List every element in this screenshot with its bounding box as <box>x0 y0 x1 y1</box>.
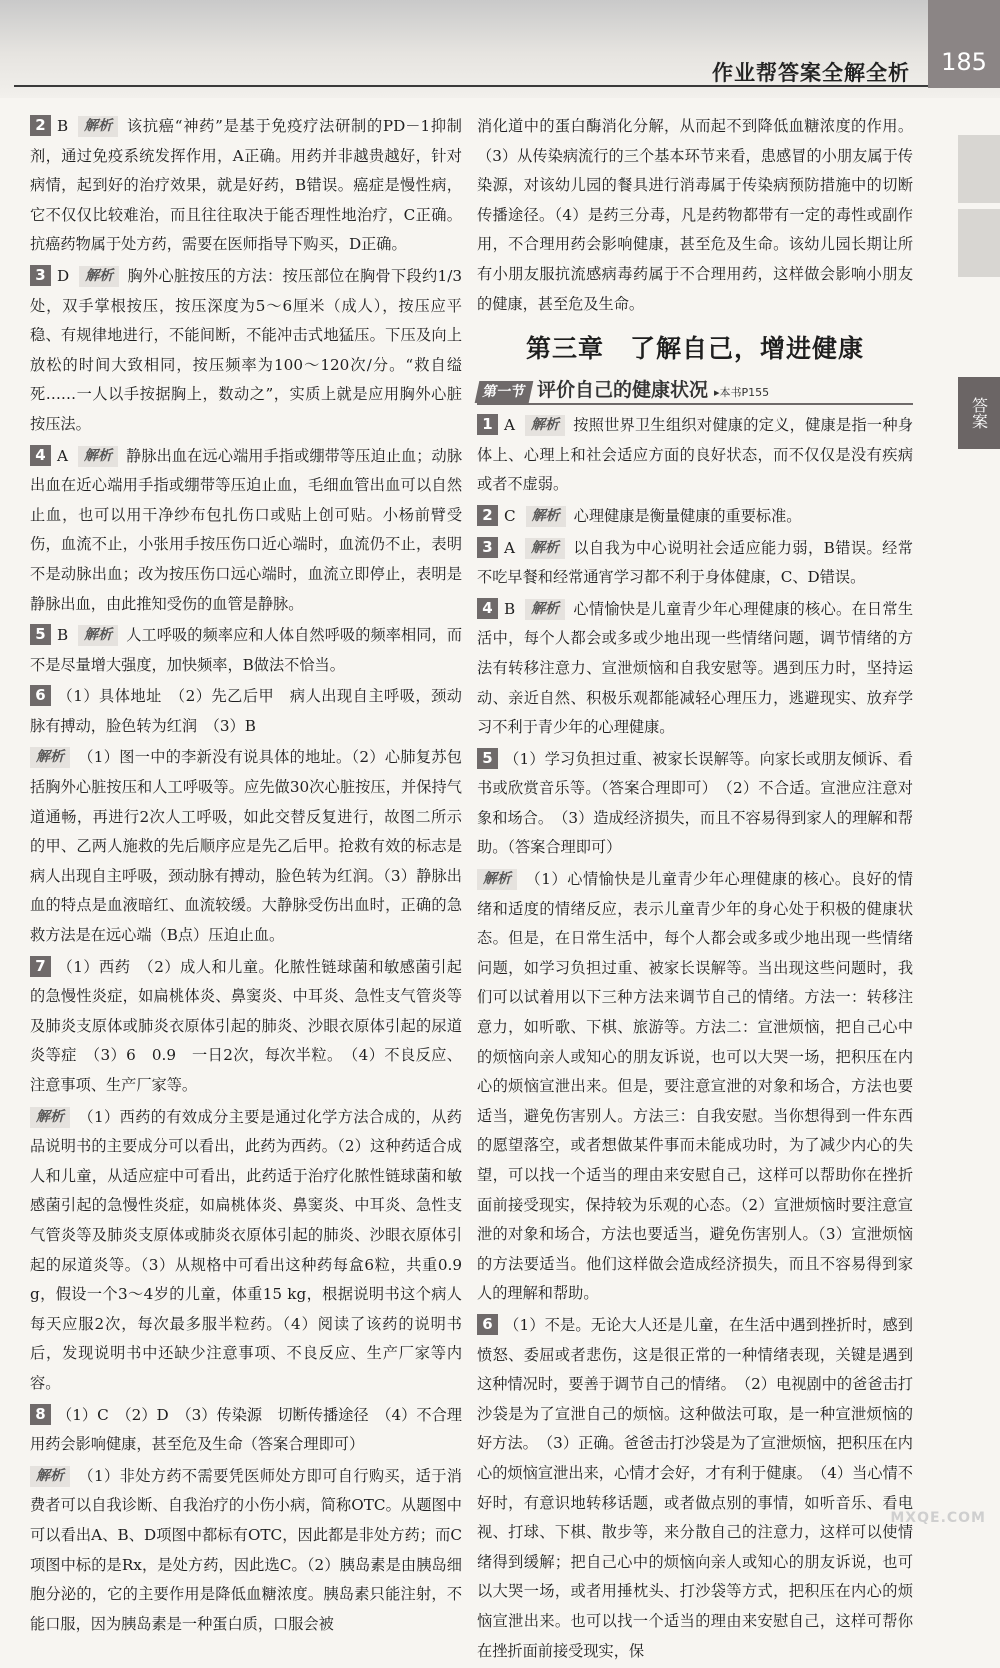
answer-block <box>30 1401 462 1460</box>
answer-block <box>477 502 913 532</box>
question-number: 5 <box>477 748 498 769</box>
answer-block <box>477 1311 913 1666</box>
page-number: 185 <box>928 0 1000 88</box>
question-number: 4 <box>477 598 498 619</box>
answer-choice: A <box>504 416 515 435</box>
header-title: 作业帮答案全解全析 <box>712 61 910 85</box>
question-number: 4 <box>30 445 51 466</box>
answer-block <box>30 743 462 950</box>
answer-choice: D <box>57 266 70 285</box>
section-page-ref: ▸本书P155 <box>714 386 770 400</box>
side-tab-blank-2 <box>958 209 1000 277</box>
side-tab-blank-1 <box>958 135 1000 203</box>
question-number: 3 <box>477 537 498 558</box>
answer-text: 人工呼吸的频率应和人体自然呼吸的频率相同，而不是尽量增大强度，加快频率，B做法不恰当。 <box>30 626 462 674</box>
analysis-tag: 解析 <box>526 506 566 527</box>
chapter-title: 第三章 了解自己，增进健康 <box>525 334 864 364</box>
answer-text: 以自我为中心说明社会适应能力弱，B错误。经常不吃早餐和经常通宵学习都不利于身体健康，C、D错误。 <box>477 538 913 587</box>
question-number: 2 <box>30 115 51 136</box>
watermark-logo: MXQE.COM <box>890 1510 986 1526</box>
analysis-tag: 解析 <box>30 1466 70 1487</box>
analysis-tag: 解析 <box>477 869 517 890</box>
answer-block <box>30 262 462 440</box>
answer-text: 心情愉快是儿童青少年心理健康的核心。在日常生活中，每个人都会或多或少地出现一些情绪问题，调节情绪的方法有转移注意力、宣泄烦恼和自我安慰等。遇到压力时，坚持运动、亲近自然、积极乐观都能减轻心理压力，逃避现实、放弃学习不利于青少年的心理健康。 <box>477 599 913 737</box>
analysis-tag: 解析 <box>79 266 119 287</box>
answer-choice: A <box>504 538 515 557</box>
analysis-tag: 解析 <box>525 415 565 436</box>
answer-block <box>30 112 462 260</box>
answer-text: （1）西药 （2）成人和儿童。化脓性链球菌和敏感菌引起的急慢性炎症，如扁桃体炎、鼻窦炎、中耳炎、急性支气管炎等及肺炎支原体或肺炎衣原体引起的肺炎、沙眼衣原体引起的尿道炎等症 （3）6 0.9 一日2次，每次半粒。 （4）不良反应、注意事项、生产厂家等。 <box>30 957 462 1094</box>
answer-choice: B <box>57 626 69 645</box>
question-number: 8 <box>30 1404 51 1425</box>
answer-text: 胸外心脏按压的方法：按压部位在胸骨下段约1/3处，双手掌根按压，按压深度为5～6厘米（成人），按压应平稳、有规律地进行，不能间断，不能冲击式地猛压。下压及向上放松的时间大致相同，按压频率为100～120次/分。“救自缢死……一人以手按据胸上，数动之”，实质上就是应用胸外心脏按压法。 <box>30 266 462 433</box>
answer-block <box>30 1103 462 1399</box>
answer-choice: C <box>504 506 516 525</box>
analysis-tag: 解析 <box>30 1107 70 1128</box>
right-column <box>477 112 913 1668</box>
analysis-tag: 解析 <box>78 446 118 467</box>
answer-choice: A <box>57 446 68 465</box>
answer-choice: B <box>57 117 69 135</box>
answer-block <box>30 953 462 1101</box>
answer-block <box>477 745 913 863</box>
answer-text: （1）非处方药不需要凭医师处方即可自行购买，适于消费者可以自我诊断、自我治疗的小伤小病，简称OTC。从题图中可以看出A、B、D项图中都标有OTC，因此都是非处方药；而C项图中标的是Rx，是处方药，因此选C。（2）胰岛素是由胰岛细胞分泌的，它的主要作用是降低血糖浓度。胰岛素只能注射，不能口服，因为胰岛素是一种蛋白质，口服会被 <box>30 1466 462 1633</box>
section-title: 评价自己的健康状况 <box>537 379 709 402</box>
answer-block <box>30 442 462 620</box>
answer-block <box>30 1462 462 1640</box>
answer-block <box>477 595 913 743</box>
answer-block <box>30 621 462 680</box>
analysis-tag: 解析 <box>525 599 565 620</box>
answer-block <box>477 534 913 593</box>
analysis-tag: 解析 <box>30 747 70 768</box>
answer-text: 静脉出血在远心端用手指或绷带等压迫止血；动脉出血在近心端用手指或绷带等压迫止血，毛细血管出血可以自然止血，也可以用干净纱布包扎伤口或贴上创可贴。小杨前臂受伤，血流不止，小张用手按压伤口近心端时，血流仍不止，表明不是动脉出血；改为按压伤口远心端时，血流立即停止，表明是静脉出血，由此推知受伤的血管是静脉。 <box>30 446 462 613</box>
question-number: 2 <box>477 505 498 526</box>
answer-text: （1）西药的有效成分主要是通过化学方法合成的，从药品说明书的主要成分可以看出，此药为西药。（2）这种药适合成人和儿童，从适应症中可看出，此药适于治疗化脓性链球菌和敏感菌引起的急慢性炎症，如扁桃体炎、鼻窦炎、中耳炎、急性支气管炎等及肺炎支原体或肺炎衣原体引起的肺炎、沙眼衣原体引起的尿道炎等。（3）从规格中可看出这种药每盒6粒，共重0.9 g，假设一个3～4岁的儿童，体重15 kg，根据说明书这个病人每天应服2次，每次最多服半粒药。（4）阅读了该药的说明书后，发现说明书中还缺少注意事项、不良反应、生产厂家等内容。 <box>30 1107 462 1392</box>
side-tabs <box>958 135 1000 455</box>
answer-text: （1）心情愉快是儿童青少年心理健康的核心。良好的情绪和适度的情绪反应，表示儿童青少年的身心处于积极的健康状态。但是，在日常生活中，每个人都会或多或少地出现一些情绪问题，如学习负担过重、被家长误解等。当出现这些问题时，我们可以试着用以下三种方法来调节自己的情绪。方法一：转移注意力，如听歌、下棋、旅游等。方法二：宣泄烦恼，把自己心中的烦恼向亲人或知心的朋友诉说，也可以大哭一场，把积压在内心的烦恼宣泄出来。但是，要注意宣泄的对象和场合，方法也要适当，避免伤害别人。方法三：自我安慰。当你想得到一件东西的愿望落空，或者想做某件事而未能成功时，为了减少内心的失望，可以找一个适当的理由来安慰自己，这样可以帮助你在挫折面前接受现实，保持较为乐观的心态。（2）宣泄烦恼时要注意宣泄的对象和场合，方法也要适当，避免伤害别人。（3）宣泄烦恼的方法要适当。他们这样做会造成经济损失，而且不容易得到家人的理解和帮助。 <box>477 870 913 1303</box>
question-number: 7 <box>30 956 51 977</box>
analysis-tag: 解析 <box>78 116 118 137</box>
question-number: 6 <box>30 685 51 706</box>
answer-block <box>477 411 913 500</box>
question-number: 1 <box>477 414 498 435</box>
continued-text: 消化道中的蛋白酶消化分解，从而起不到降低血糖浓度的作用。（3）从传染病流行的三个基本环节来看，患感冒的小朋友属于传染源，对该幼儿园的餐具进行消毒属于传染病预防措施中的切断传播途径。（4）是药三分毒，凡是药物都带有一定的毒性或副作用，不合理用药会影响健康，甚至危及生命。该幼儿园长期让所有小朋友服抗流感病毒药属于不合理用药，这样做会影响小朋友的健康，甚至危及生命。 <box>477 117 913 313</box>
answer-text: （1）不是。无论大人还是儿童，在生活中遇到挫折时，感到愤怒、委屈或者悲伤，这是很正常的一种情绪表现，关键是遇到这种情况时，要善于调节自己的情绪。 （2）电视剧中的爸爸击打沙袋是为了宣泄自己的烦恼。这种做法可取，是一种宣泄烦恼的好方法。 （3）正确。爸爸击打沙袋是为了宣泄烦恼，把积压在内心的烦恼宣泄出来，心情才会好，才有利于健康。 （4）当心情不好时，有意识地转移话题，或者做点别的事情，如听音乐、看电视、打球、下棋、散步等，来分散自己的注意力，这样可以使情绪得到缓解；把自己心中的烦恼向亲人或知心的朋友诉说，也可以大哭一场，或者用捶枕头、打沙袋等方式，把积压在内心的烦恼宣泄出来。也可以找一个适当的理由来安慰自己，这样可帮你在挫折面前接受现实，保 <box>477 1315 913 1660</box>
page-header <box>0 0 1000 98</box>
answer-text: 该抗癌“神药”是基于免疫疗法研制的PD－1抑制剂，通过免疫系统发挥作用，A正确。用药并非越贵越好，针对病情，起到好的治疗效果，就是好药，B错误。癌症是慢性病，它不仅仅比较难治，而且往往取决于能否理性地治疗，C正确。抗癌药物属于处方药，需要在医师指导下购买，D正确。 <box>30 117 462 254</box>
answer-text: 按照世界卫生组织对健康的定义，健康是指一种身体上、心理上和社会适应方面的良好状态，而不仅仅是没有疾病或者不虚弱。 <box>477 416 913 494</box>
answer-text: （1）图一中的李新没有说具体的地址。（2）心肺复苏包括胸外心脏按压和人工呼吸等。应先做30次心脏按压，并保持气道通畅，再进行2次人工呼吸，如此交替反复进行，故图二所示的甲、乙两人施救的先后顺序应是先乙后甲。抢救有效的标志是病人出现自主呼吸，颈动脉有搏动，脸色转为红润。（3）静脉出血的特点是血液暗红、血流较缓。大静脉受伤出血时，正确的急救方法是在远心端（B点）压迫止血。 <box>30 748 462 945</box>
answer-choice: B <box>504 599 516 618</box>
question-number: 5 <box>30 624 51 645</box>
left-column <box>30 112 462 1641</box>
answer-text: （1）C （2）D （3）传染源 切断传播途径 （4）不合理用药会影响健康，甚至危及生命（答案合理即可） <box>30 1405 462 1454</box>
answer-block <box>30 682 462 741</box>
analysis-tag: 解析 <box>525 538 565 559</box>
answer-text: （1）学习负担过重、被家长误解等。向家长或朋友倾诉、看书或欣赏音乐等。（答案合理即可） （2）不合适。宣泄应注意对象和场合。 （3）造成经济损失，而且不容易得到家人的理解和帮助。（答案合理即可） <box>477 749 913 857</box>
answer-block <box>477 865 913 1309</box>
side-tab-answers[interactable]: 答案 <box>958 377 1000 449</box>
answer-text: 心理健康是衡量健康的重要标准。 <box>573 506 802 525</box>
question-number: 6 <box>477 1314 498 1335</box>
section-badge: 第一节 <box>475 381 534 403</box>
question-number: 3 <box>30 265 51 286</box>
answer-text: （1）具体地址 （2）先乙后甲 病人出现自主呼吸，颈动脉有搏动，脸色转为红润 （3）B <box>30 687 462 735</box>
right-answers <box>477 411 913 1666</box>
analysis-tag: 解析 <box>78 625 118 646</box>
section-header <box>477 377 913 405</box>
